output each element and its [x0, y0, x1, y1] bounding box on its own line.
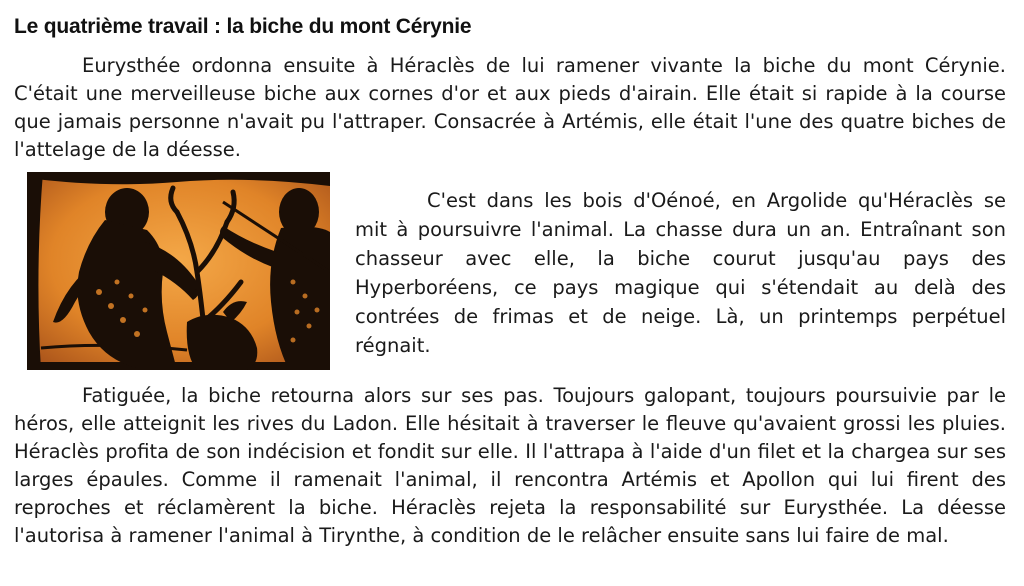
- paragraph-capture: Fatiguée, la biche retourna alors sur ses pas. Toujours galopant, toujours poursuivie par le héros, elle atteignit les rives du Ladon. Elle hésitait à traverser le fleuve qu'avaient grossi les pluies. Héraclès profita de son indécision et fondit sur elle. Il l'attrapa à l'aide d'un filet et la chargea sur ses larges épaules. Comme il ramenait l'animal, il rencontra Artémis et Apollon qui lui firent des reproches et réclamèrent la biche. Héraclès rejeta la responsabilité sur Eurysthée. La déesse l'autorisa à ramener l'animal à Tirynthe, à condition de le relâcher ensuite sans lui faire de mal.: [14, 384, 1006, 547]
- paragraph-intro: Eurysthée ordonna ensuite à Héraclès de lui ramener vivante la biche du mont Cérynie. C'était une merveilleuse biche aux cornes d'or et aux pieds d'airain. Elle était si rapide à la course que jamais personne n'avait pu l'attraper. Consacrée à Artémis, elle était l'une des quatre biches de l'attelage de la déesse.: [14, 54, 1006, 161]
- vase-painting-image: [27, 172, 330, 370]
- paragraph-chase: C'est dans les bois d'Oénoé, en Argolide qu'Héraclès se mit à poursuivre l'animal. La chasse dura un an. Entraînant son chasseur avec elle, la biche courut jusqu'au pays des Hyperboréens, ce pays magique qui s'étendait au delà des contrées de frimas et de neige. Là, un printemps perpétuel régnait.: [355, 189, 1006, 357]
- page-title: Le quatrième travail : la biche du mont Cérynie: [14, 15, 472, 38]
